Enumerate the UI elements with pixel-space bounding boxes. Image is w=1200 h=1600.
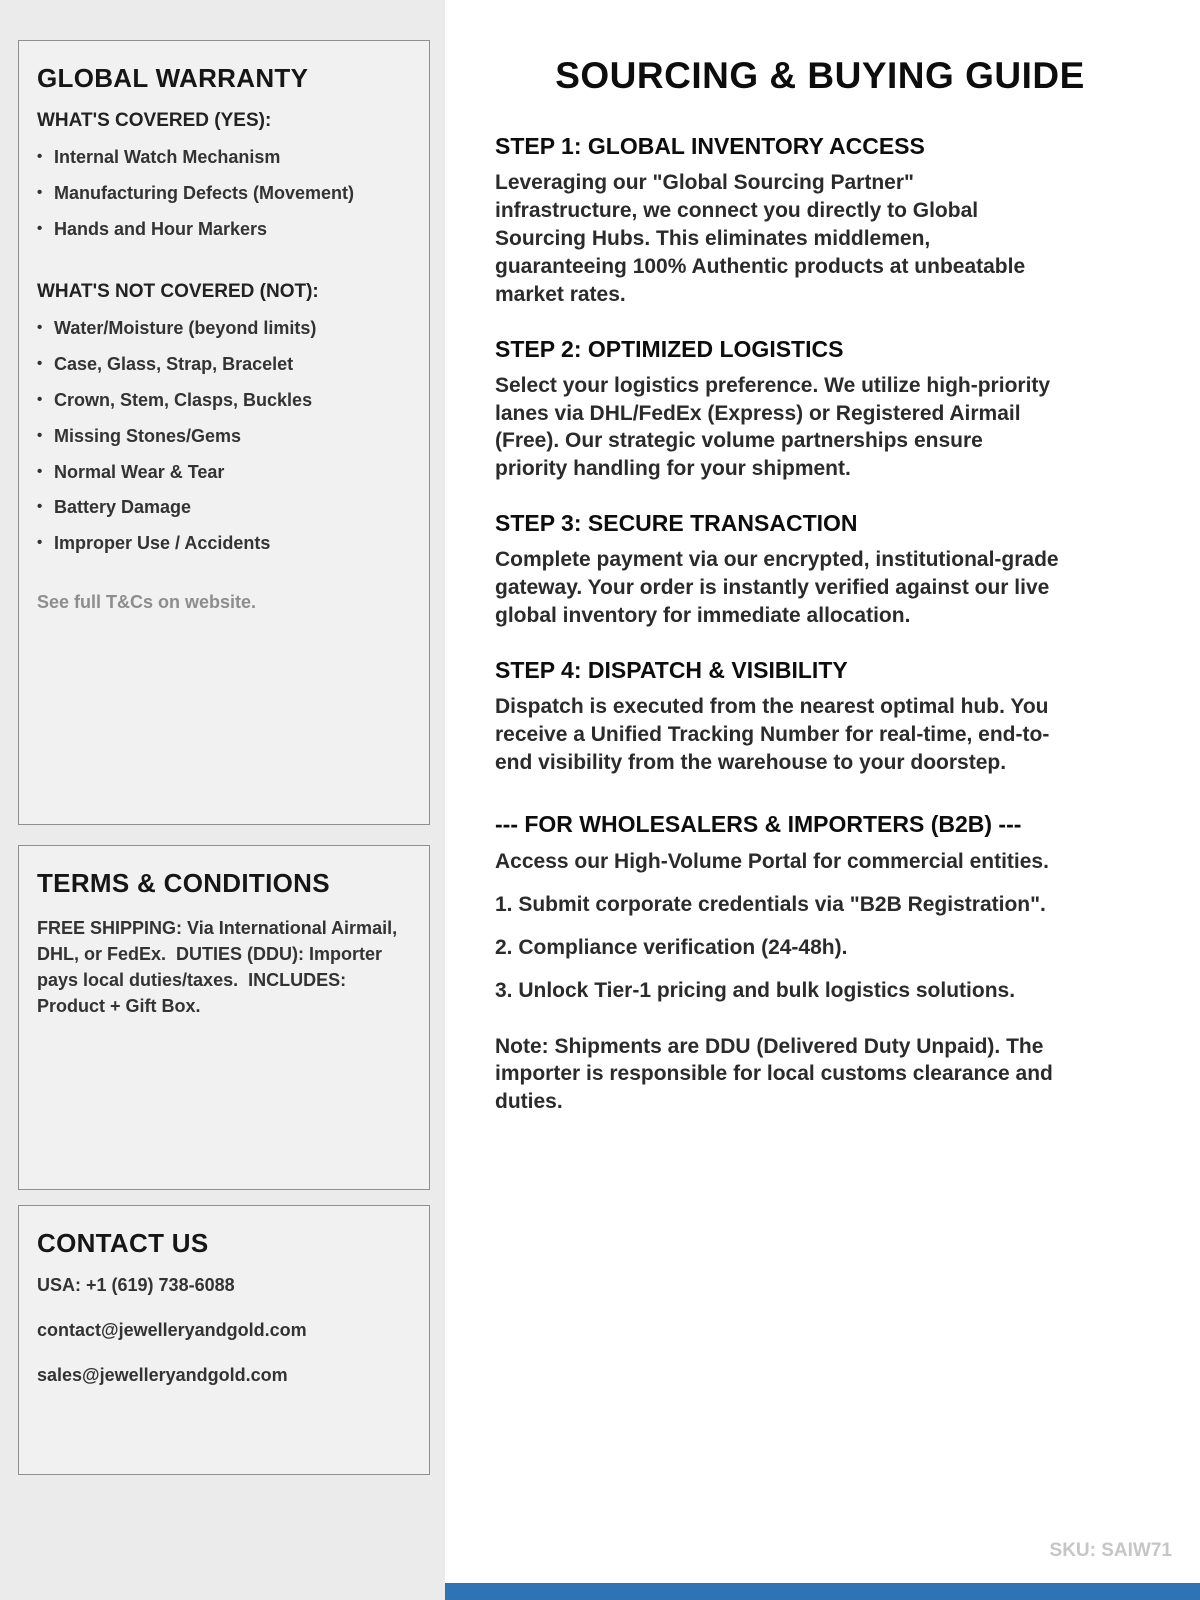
terms-section [18,845,430,1190]
not-covered-heading: WHAT'S NOT COVERED (NOT): [37,281,319,303]
step-4-body: Dispatch is executed from the nearest optimal hub. You receive a Unified Tracking Number for real-time, end-to-end visibility from the warehouse to your doorstep. [495,695,1050,774]
step-1-section [495,133,1145,309]
list-item: • Hands and Hour Markers [37,220,411,240]
list-item: • Manufacturing Defects (Movement) [37,184,411,204]
terms-body: FREE SHIPPING: Via International Airmail, DHL, or FedEx. DUTIES (DDU): Importer pays local duties/taxes. INCLUDES: Product + Gift Box. [37,918,403,1017]
b2b-note: Note: Shipments are DDU (Delivered Duty Unpaid). The importer is responsible for local customs clearance and duties. [495,1034,1053,1114]
list-item: • Case, Glass, Strap, Bracelet [37,355,411,375]
step-4-section [495,657,1145,777]
list-item: • Battery Damage [37,498,411,518]
contact-section [18,1205,430,1475]
covered-heading: WHAT'S COVERED (YES): [37,110,272,131]
contact-phone: USA: +1 (619) 738-6088 [37,1275,235,1295]
list-item: • Crown, Stem, Clasps, Buckles [37,391,411,411]
step-3-heading: STEP 3: SECURE TRANSACTION [495,510,858,537]
warranty-section [18,40,430,825]
b2b-item: 3. Unlock Tier-1 pricing and bulk logistics solutions. [495,978,1016,1002]
step-1-heading: STEP 1: GLOBAL INVENTORY ACCESS [495,133,925,159]
step-1-body: Leveraging our "Global Sourcing Partner" infrastructure, we connect you directly to Global Sourcing Hubs. This eliminates middlemen, guaranteeing 100% Authentic products at unbeatable market rates. [495,171,1026,306]
list-item: • Internal Watch Mechanism [37,148,411,168]
step-2-heading: STEP 2: OPTIMIZED LOGISTICS [495,335,844,362]
bottom-accent-bar [445,1583,1200,1600]
covered-list [37,148,411,239]
sku-label: SKU: SAIW71 [1049,1540,1172,1561]
terms-title: TERMS & CONDITIONS [37,868,330,898]
main-content [445,0,1200,1600]
page-title: SOURCING & BUYING GUIDE [555,55,1085,96]
step-2-body: Select your logistics preference. We utilize high-priority lanes via DHL/FedEx (Express) or Registered Airmail (Free). Our strategic volume partnerships ensure priority handling for your shipment. [495,373,1051,481]
b2b-heading: --- FOR WHOLESALERS & IMPORTERS (B2B) --- [495,810,1022,837]
step-3-section [495,510,1145,630]
list-item: • Missing Stones/Gems [37,427,411,447]
sidebar [0,0,445,1600]
list-item: • Water/Moisture (beyond limits) [37,319,411,339]
b2b-intro: Access our High-Volume Portal for commercial entities. [495,849,1049,873]
b2b-item: 1. Submit corporate credentials via "B2B Registration". [495,892,1046,916]
contact-email-sales: sales@jewelleryandgold.com [37,1365,288,1385]
not-covered-list [37,319,411,554]
b2b-section [495,811,1145,1116]
step-4-heading: STEP 4: DISPATCH & VISIBILITY [495,657,848,684]
warranty-footnote: See full T&Cs on website. [37,591,257,612]
step-3-body: Complete payment via our encrypted, institutional-grade gateway. Your order is instantly verified against our live global inventory for immediate allocation. [495,548,1059,628]
b2b-item: 2. Compliance verification (24-48h). [495,935,848,959]
step-2-section [495,336,1145,484]
list-item: • Normal Wear & Tear [37,463,411,483]
contact-title: CONTACT US [37,1228,209,1258]
contact-email-primary: contact@jewelleryandgold.com [37,1320,307,1340]
list-item: • Improper Use / Accidents [37,534,411,554]
warranty-title: GLOBAL WARRANTY [37,63,309,93]
